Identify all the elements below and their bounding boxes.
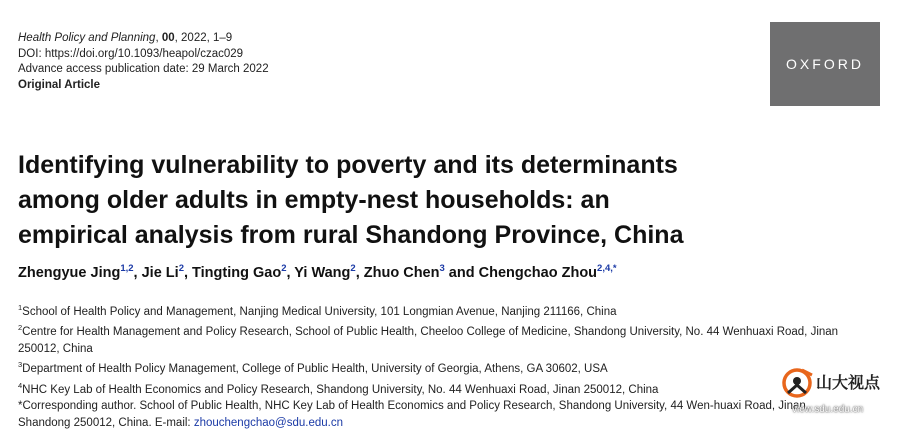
affiliation: $^3$Department of Health Policy Management, College of Public Health, University of Georgia, Athens, GA 30602, USA <box>18 360 608 376</box>
affiliation: $^2$Centre for Health Management and Policy Research, School of Public Health, Cheeloo College of Medicine, Shandong University, No. 44 Wenhuaxi Road, Jinan 250012, China <box>18 323 839 355</box>
affiliation: $^1$School of Health Policy and Management, Nanjing Medical University, 101 Longmian Avenue, Nanjing 211166, China <box>18 303 617 318</box>
journal-pages: , 2022, 1–9 <box>174 32 233 44</box>
access-date: Advance access publication date: 29 March 2022 <box>18 63 269 75</box>
watermark-text: 山大视点 <box>816 375 881 392</box>
author[interactable]: Tingting Gao <box>192 264 282 281</box>
author-affil-sup[interactable]: 2 <box>178 263 184 274</box>
author-affil-sup[interactable]: 2 <box>281 263 287 274</box>
journal-volume: 00 <box>161 32 175 44</box>
journal-citation: Health Policy and Planning, 00, 2022, 1–9 <box>18 32 233 44</box>
author-affil-sup[interactable]: 2,4,* <box>597 263 617 274</box>
author[interactable]: Jie Li <box>141 264 179 281</box>
article-type: Original Article <box>18 78 101 91</box>
article-meta <box>18 31 269 93</box>
journal-name: Health Policy and Planning <box>18 32 156 44</box>
author-affil-sup[interactable]: 1,2 <box>120 263 134 274</box>
affiliations <box>18 300 863 431</box>
watermark <box>782 364 900 426</box>
title-line-3: empirical analysis from rural Shandong Province, China <box>18 221 684 249</box>
title-line-2: among older adults in empty-nest households: an <box>18 186 610 214</box>
watermark-logo-icon <box>782 366 816 400</box>
corresponding-author: *Corresponding author. School of Public Health, NHC Key Lab of Health Economics and Policy Research, Shandong University, 44 Wen-huaxi Road, Jinan, Shandong 250012, China. E-mail: zhouchengchao@sdu.edu.cn <box>18 400 809 429</box>
author-list: Zhengyue Jing$^{1,2}$, Jie Li$^2$, Tingting Gao$^2$, Yi Wang$^2$, Zhuo Chen$^3$ and Chengchao Zhou$^{2,4,*}$ <box>18 263 617 281</box>
watermark-url: view.sdu.edu.cn <box>792 404 864 415</box>
oxford-logo-text: OXFORD <box>786 56 864 72</box>
author[interactable]: Yi Wang <box>294 264 351 281</box>
doi[interactable]: DOI: https://doi.org/10.1093/heapol/czac029 <box>18 47 244 60</box>
oxford-logo <box>770 22 880 106</box>
author[interactable]: Zhuo Chen <box>363 264 440 281</box>
author-affil-sup[interactable]: 2 <box>350 263 356 274</box>
affiliation: $^4$NHC Key Lab of Health Economics and Policy Research, Shandong University, No. 44 Wenhuaxi Road, Jinan 250012, China <box>18 380 659 396</box>
title-line-1: Identifying vulnerability to poverty and its determinants <box>18 151 678 179</box>
article-title <box>18 148 878 253</box>
author[interactable]: Chengchao Zhou <box>478 264 598 281</box>
author[interactable]: Zhengyue Jing <box>18 264 121 281</box>
email-link[interactable]: zhouchengchao@sdu.edu.cn <box>193 416 343 429</box>
author-affil-sup[interactable]: 3 <box>439 263 445 274</box>
